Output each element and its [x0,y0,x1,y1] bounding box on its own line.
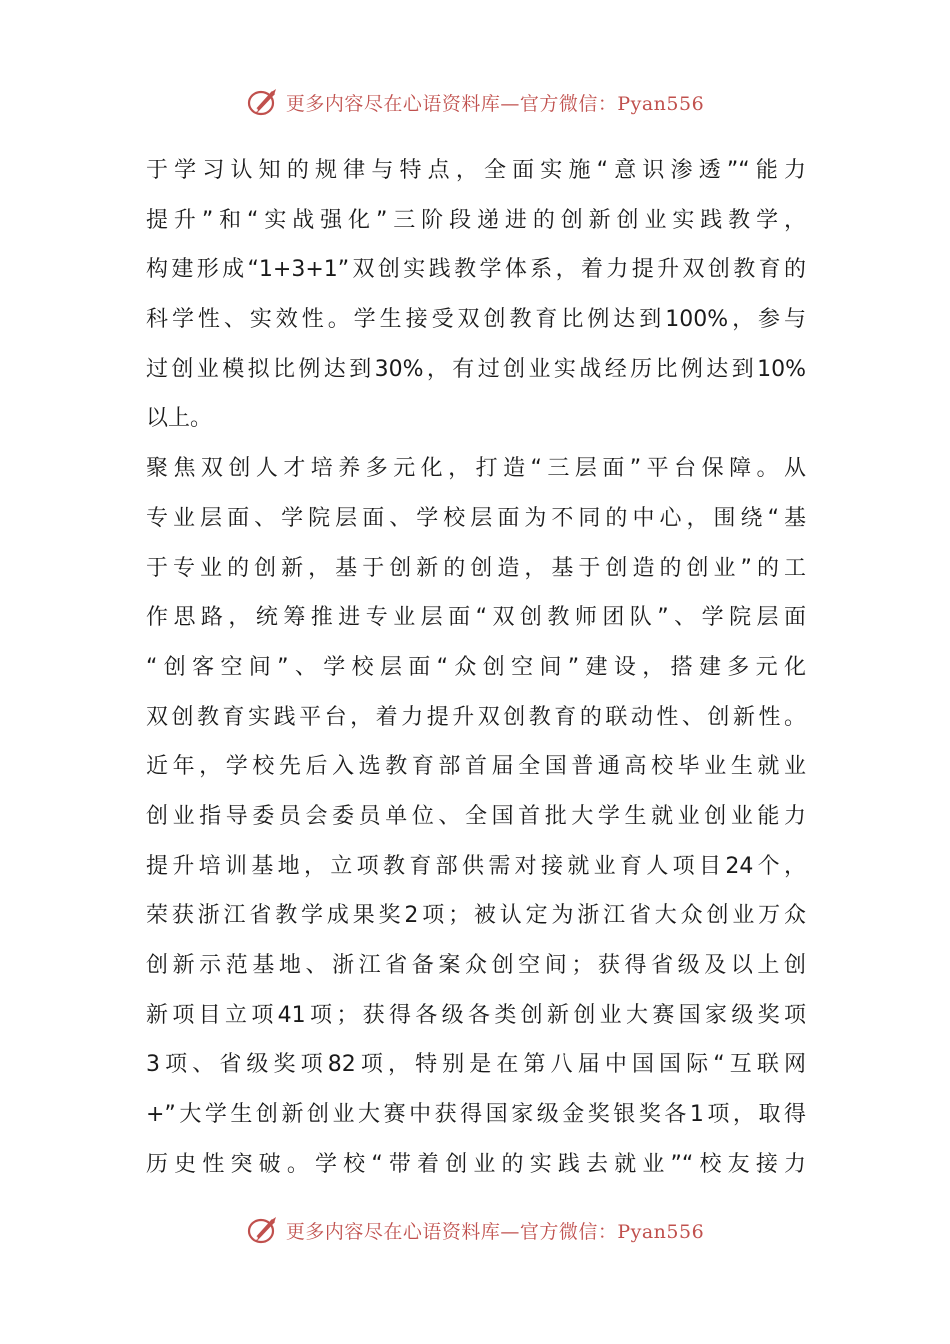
body-text-line: 于学习认知的规律与特点，全面实施“意识渗透”“能力 [146,158,806,183]
body-text-line: 3项、省级奖项82项，特别是在第八届中国国际“互联网 [146,1052,806,1078]
body-text-line: 科学性、实效性。学生接受双创教育比例达到100%，参与 [146,307,806,333]
body-text-line: 专业层面、学院层面、学校层面为不同的中心，围绕“基 [146,505,806,531]
footer-watermark-text: 更多内容尽在心语资料库—官方微信：Pyan556 [285,1220,705,1243]
body-text-line: 近年，学校先后入选教育部首届全国普通高校毕业生就业 [146,754,806,780]
body-text-line: 聚焦双创人才培养多元化，打造“三层面”平台保障。从 [146,456,806,482]
header-watermark [0,82,950,122]
body-text-line: 新项目立项41项；获得各级各类创新创业大赛国家级奖项 [146,1002,806,1028]
document-body [146,146,806,1189]
body-text-line: 创新示范基地、浙江省备案众创空间；获得省级及以上创 [146,953,806,978]
body-text-line: 构建形成“1+3+1”双创实践教学体系，着力提升双创教育的 [146,257,806,283]
quill-pen-icon [246,1213,280,1247]
body-text-line: “创客空间”、学校层面“众创空间”建设，搭建多元化 [146,654,806,680]
body-text-line: 荣获浙江省教学成果奖2项；被认定为浙江省大众创业万众 [146,903,806,929]
body-text-line: 过创业模拟比例达到30%，有过创业实战经历比例达到10% [146,356,806,382]
body-text-line: 以上。 [146,406,213,432]
body-text-line: 作思路，统筹推进专业层面“双创教师团队”、学院层面 [146,605,806,631]
body-text-line: 创业指导委员会委员单位、全国首批大学生就业创业能力 [146,803,806,829]
body-text-line: 提升培训基地，立项教育部供需对接就业育人项目24个， [146,853,806,879]
body-text-line: 提升”和“实战强化”三阶段递进的创新创业实践教学， [146,207,806,233]
body-text-line: 于专业的创新，基于创新的创造，基于创造的创业”的工 [146,555,806,581]
quill-pen-icon [246,85,280,119]
header-watermark-text: 更多内容尽在心语资料库—官方微信：Pyan556 [285,92,705,115]
body-text-line: 双创教育实践平台，着力提升双创教育的联动性、创新性。 [146,704,806,730]
body-text-line: +”大学生创新创业大赛中获得国家级金奖银奖各1项，取得 [146,1102,806,1128]
footer-watermark [0,1210,950,1250]
body-text-line: 历史性突破。学校“带着创业的实践去就业”“校友接力 [146,1151,806,1177]
